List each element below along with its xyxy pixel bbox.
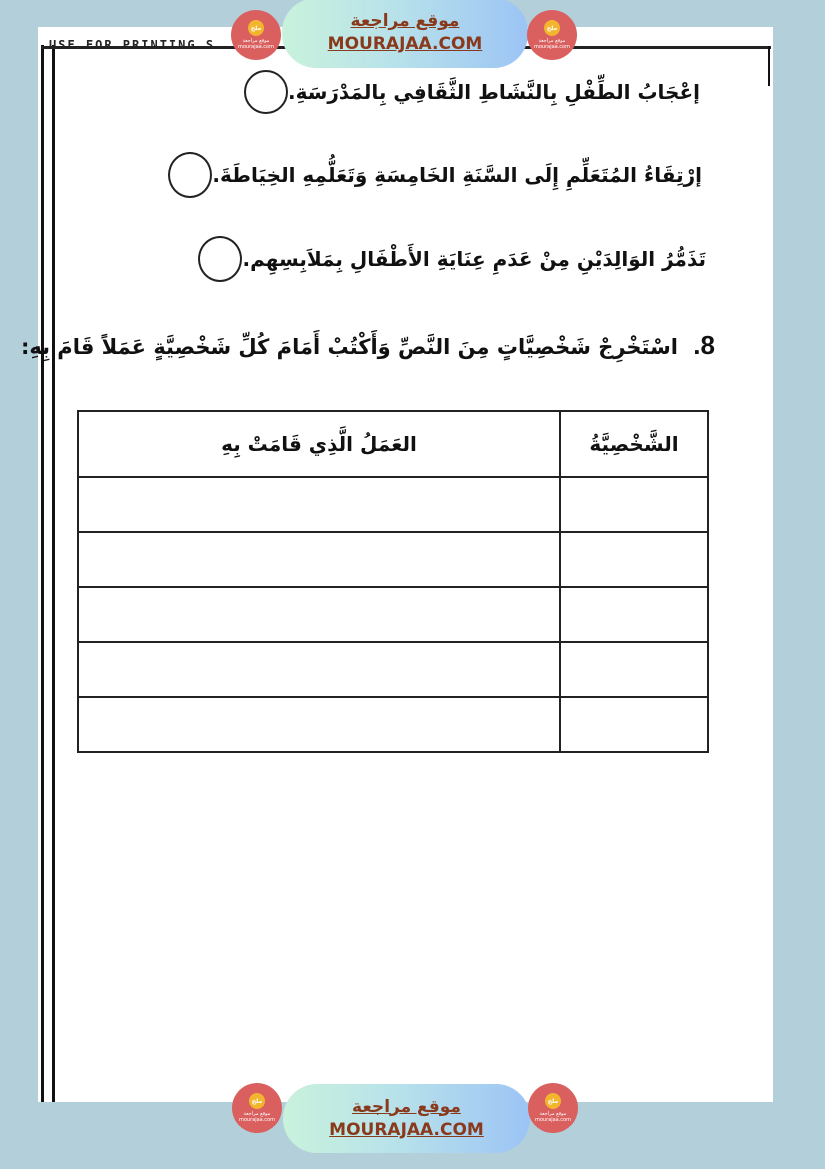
action-cell[interactable] xyxy=(78,587,560,642)
radio-circle[interactable] xyxy=(244,70,288,114)
option-2[interactable] xyxy=(168,152,714,198)
header-character: الشَّخْصِيَّةُ xyxy=(560,411,708,477)
site-logo-badge-right[interactable] xyxy=(528,1083,578,1133)
table-header-row xyxy=(78,411,708,477)
badge-text: موقع مراجعة mourajaa.com xyxy=(238,1111,275,1123)
answer-table xyxy=(77,410,709,753)
option-1[interactable] xyxy=(244,70,712,114)
action-cell[interactable] xyxy=(78,697,560,752)
site-banner-top[interactable] xyxy=(282,0,528,68)
character-cell[interactable] xyxy=(560,532,708,587)
option-text: إعْجَابُ الطِّفْلِ بِالنَّشَاطِ الثَّقَافِي بِالمَدْرَسَةِ. xyxy=(288,80,700,104)
table-row xyxy=(78,697,708,752)
table-row xyxy=(78,587,708,642)
site-domain: MOURAJAA.COM xyxy=(329,1119,484,1140)
table-row xyxy=(78,642,708,697)
logo-icon: ملخ xyxy=(248,20,264,36)
site-logo-badge-left[interactable] xyxy=(232,1083,282,1133)
badge-text: موقع مراجعة mourajaa.com xyxy=(237,38,274,50)
print-note: USE FOR PRINTING S xyxy=(49,38,216,52)
question-number: 8. xyxy=(693,330,715,360)
site-name-arabic: موقع مراجعة xyxy=(350,11,460,31)
logo-icon: ملخ xyxy=(249,1093,265,1109)
site-domain: MOURAJAA.COM xyxy=(327,34,483,54)
header-action: العَمَلُ الَّذِي قَامَتْ بِهِ xyxy=(78,411,560,477)
radio-circle[interactable] xyxy=(198,236,242,282)
question-8 xyxy=(20,330,715,361)
badge-text: موقع مراجعة mourajaa.com xyxy=(533,38,570,50)
left-border-inner xyxy=(52,45,55,1102)
left-border-outer xyxy=(41,45,44,1102)
option-3[interactable] xyxy=(198,236,718,282)
question-text: اسْتَخْرِجْ شَخْصِيَّاتٍ مِنَ النَّصِّ وَأَكْتُبْ أَمَامَ كُلِّ شَخْصِيَّةٍ عَمَلاً قَامَ بِهِ: xyxy=(20,335,678,359)
character-cell[interactable] xyxy=(560,477,708,532)
table-row xyxy=(78,477,708,532)
table-row xyxy=(78,532,708,587)
logo-icon: ملخ xyxy=(544,20,560,36)
character-cell[interactable] xyxy=(560,697,708,752)
site-banner-bottom[interactable] xyxy=(283,1084,530,1153)
logo-icon: ملخ xyxy=(545,1093,561,1109)
action-cell[interactable] xyxy=(78,532,560,587)
action-cell[interactable] xyxy=(78,477,560,532)
site-name-arabic: موقع مراجعة xyxy=(352,1096,461,1117)
option-text: تَذَمُّرُ الوَالِدَيْنِ مِنْ عَدَمِ عِنَايَةِ الأَطْفَالِ بِمَلاَبِسِهِم. xyxy=(242,247,706,271)
site-logo-badge-right[interactable] xyxy=(527,10,577,60)
option-text: إرْتِقَاءُ المُتَعَلِّمِ إِلَى السَّنَةِ الخَامِسَةِ وَتَعَلُّمِهِ الخِيَاطَةَ. xyxy=(212,163,702,187)
action-cell[interactable] xyxy=(78,642,560,697)
badge-text: موقع مراجعة mourajaa.com xyxy=(534,1111,571,1123)
radio-circle[interactable] xyxy=(168,152,212,198)
character-cell[interactable] xyxy=(560,642,708,697)
character-cell[interactable] xyxy=(560,587,708,642)
site-logo-badge-left[interactable] xyxy=(231,10,281,60)
right-border xyxy=(768,46,770,86)
